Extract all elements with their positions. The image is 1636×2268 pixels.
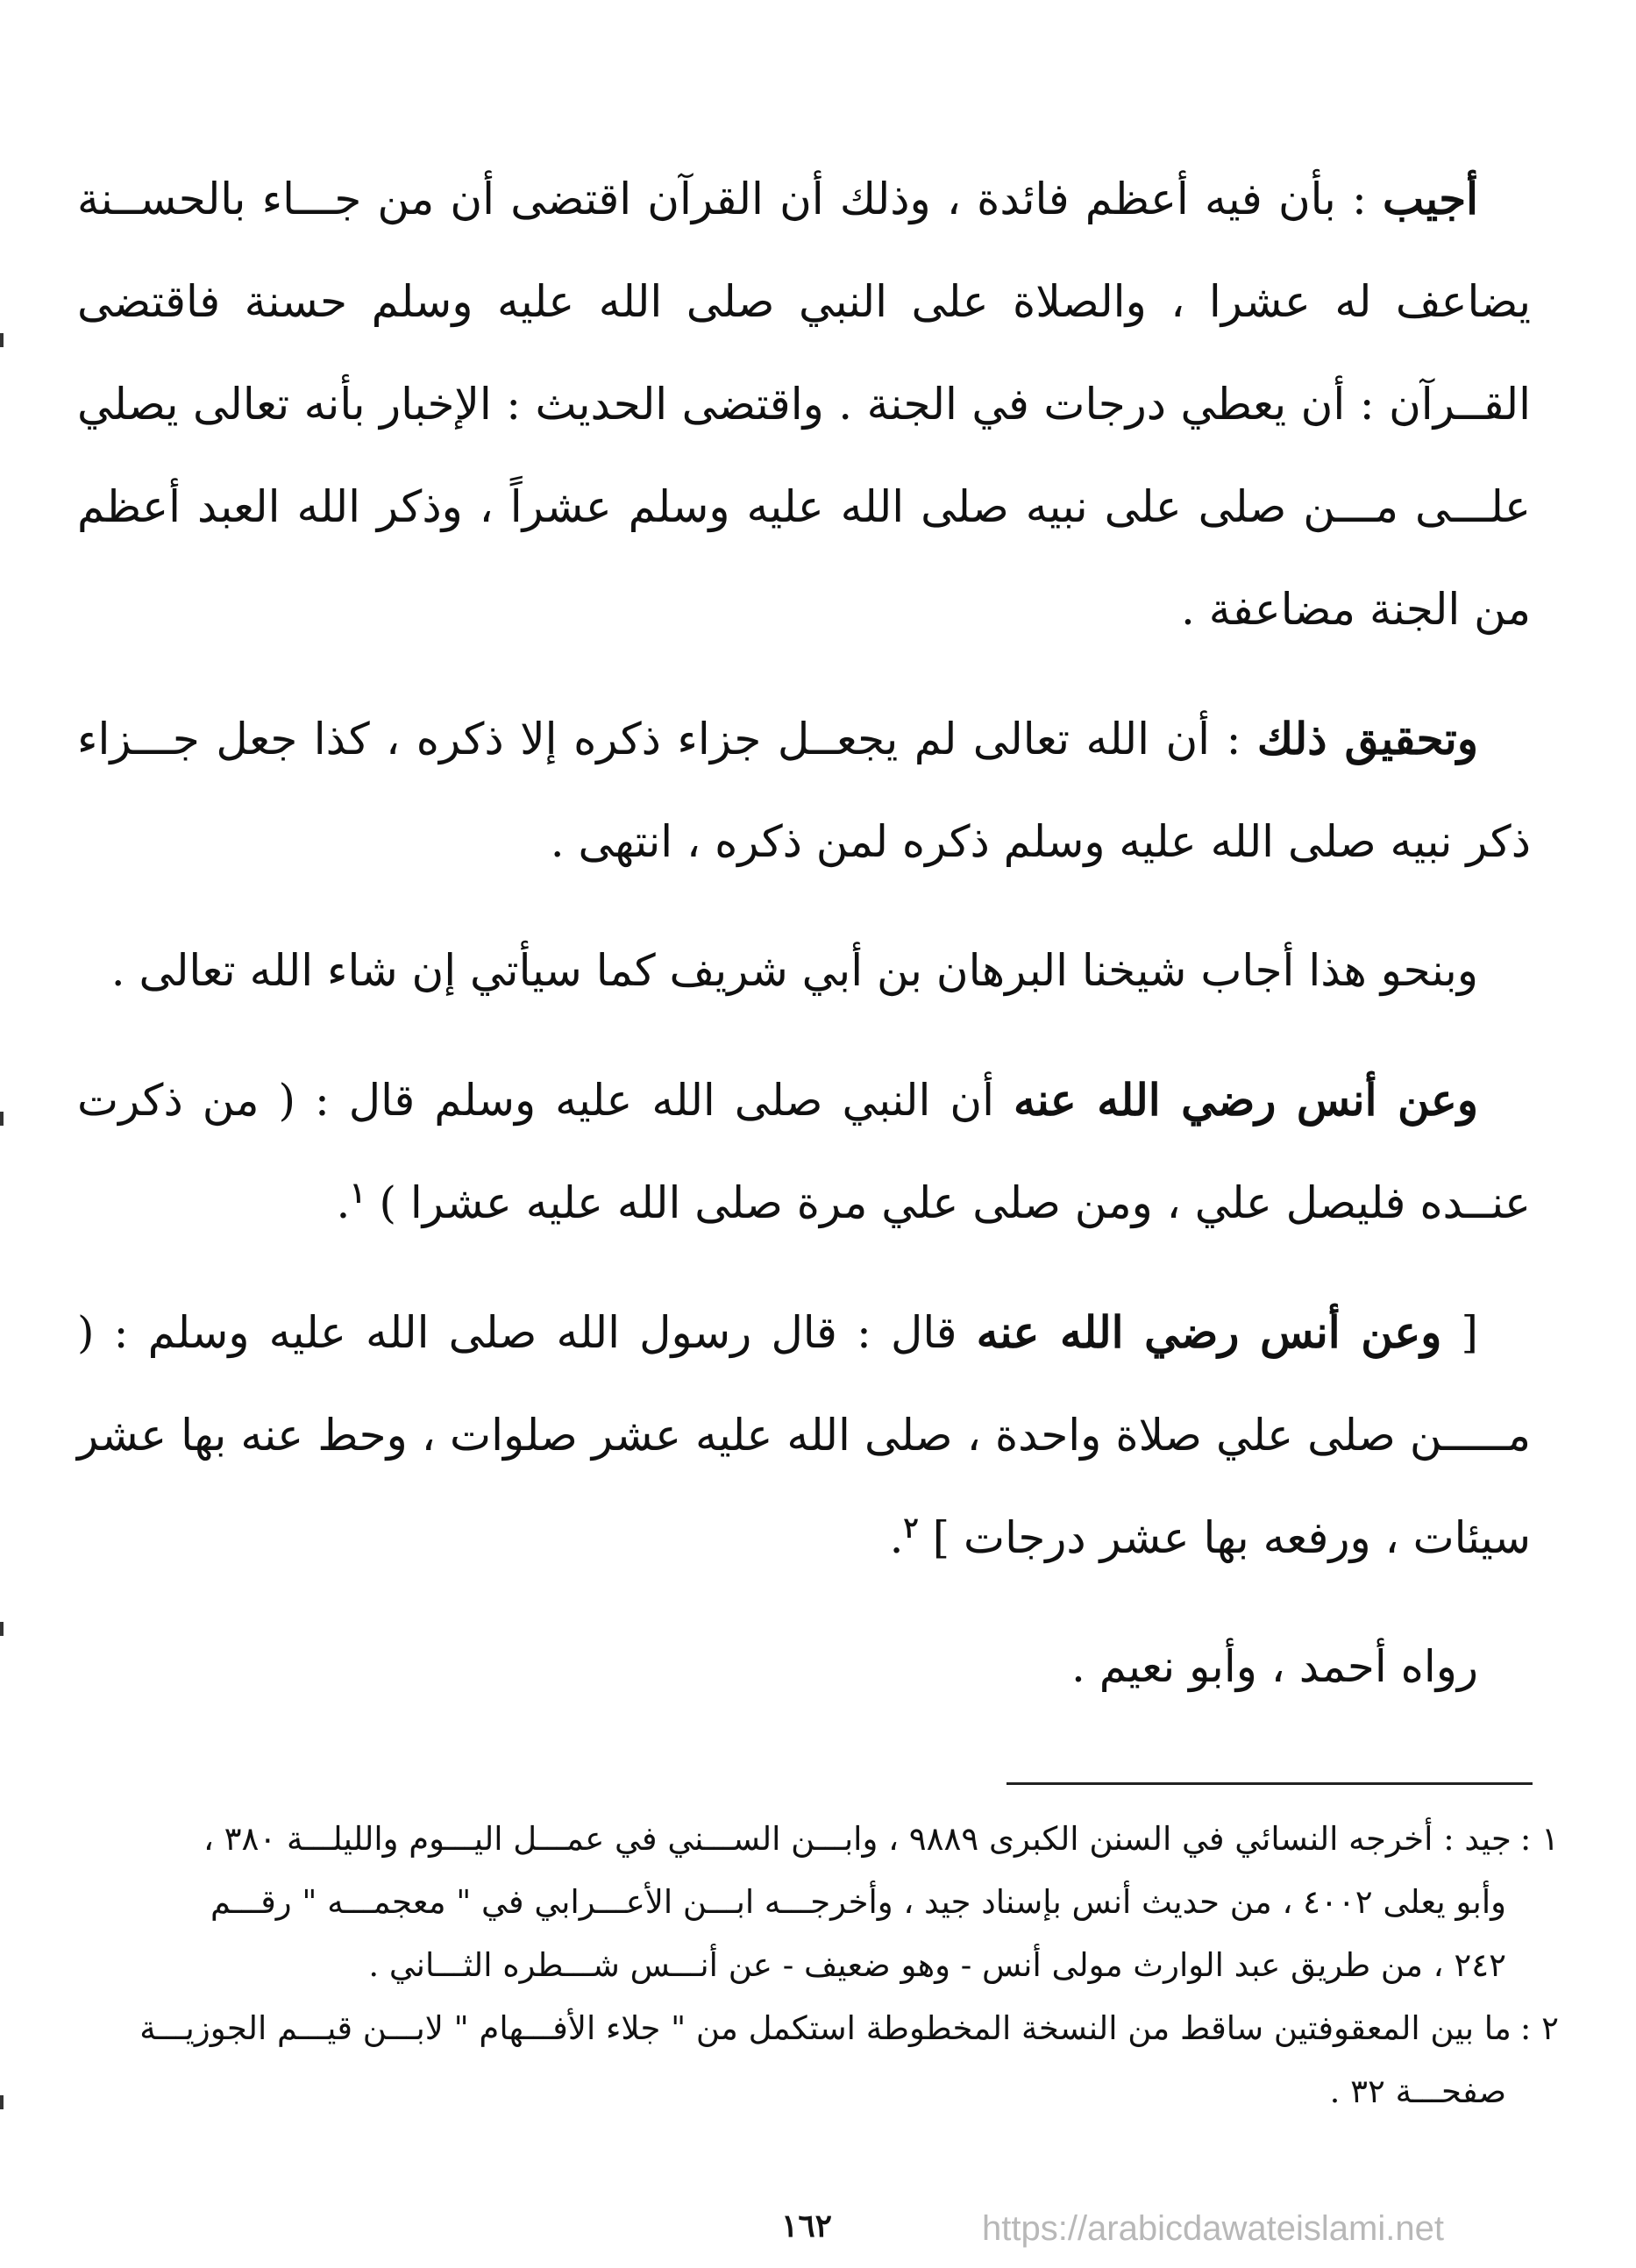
footnote-number: ١ :	[1519, 1820, 1559, 1858]
paragraph-end: .	[889, 1512, 904, 1563]
scan-edge-mark	[0, 1622, 4, 1636]
footnote-line: صفحـــة ٣٢ .	[1329, 2072, 1506, 2110]
paragraph-hadith-anas-1	[77, 1049, 1531, 1255]
paragraph-text: : بأن فيه أعظم فائدة ، وذلك أن القرآن اقتضى أن من جـــاء بالحســنة يضاعف له عشرا ، والصلاة على النبي صلى الله عليه وسلم حسنة فاقتضى القــرآن : أن يعطي درجات في الجنة . واقتضى الحديث : الإخبار بأنه تعالى يصلي علـــى مـــن صلى على نبيه صلى الله عليه وسلم عشراً ، وذكر الله العبد أعظم من الجنة مضاعفة .	[77, 174, 1531, 635]
footnote-number: ٢ :	[1519, 2009, 1559, 2047]
footnote-line: وأبو يعلى ٤٠٠٢ ، من حديث أنس بإسناد جيد ، وأخرجـــه ابـــن الأعـــرابي في " معجمـــه " رقـــم	[210, 1883, 1506, 1921]
paragraph-lead: وتحقيق ذلك	[1256, 713, 1478, 764]
footnote-separator	[1006, 1782, 1533, 1785]
footnote-line: ما بين المعقوفتين ساقط من النسخة المخطوطة استكمل من " جلاء الأفـــهام " لابـــن قيـــم الجوزيـــة	[139, 2009, 1512, 2047]
paragraph-text: أن النبي صلى الله عليه وسلم قال : ( من ذكرت عنــده فليصل علي ، ومن صلى علي مرة صلى الله عليه عشرا )	[77, 1075, 1531, 1228]
main-text	[77, 147, 1531, 1718]
paragraph-lead: وعن أنس رضي الله عنه	[1013, 1074, 1479, 1126]
watermark-url: https://arabicdawateislami.net	[982, 2209, 1444, 2248]
paragraph-text: رواه أحمد ، وأبو نعيم .	[1071, 1641, 1478, 1692]
paragraph-lead: أجيب	[1383, 173, 1478, 224]
scan-edge-mark	[0, 333, 4, 347]
footnotes	[77, 1808, 1559, 2123]
footnote-2	[77, 1997, 1559, 2123]
footnote-reference: ٢	[903, 1511, 919, 1545]
paragraph-hadith-anas-2	[77, 1281, 1531, 1589]
paragraph-answer	[77, 147, 1531, 661]
footnote-reference: ١	[350, 1176, 366, 1210]
paragraph-narrators	[77, 1616, 1531, 1718]
paragraph-end: .	[336, 1177, 351, 1228]
footnote-line: ٢٤٢ ، من طريق عبد الوارث مولى أنس - وهو ضعيف - عن أنـــس شـــطره الثـــاني .	[368, 1946, 1506, 1984]
paragraph-text: قال : قال رسول الله صلى الله عليه وسلم : ( مـــــن صلى علي صلاة واحدة ، صلى الله عليه عشر صلوات ، وحط عنه بها عشر سيئات ، ورفعه بها عشر درجات ]	[77, 1307, 1531, 1563]
paragraph-similar-answer	[77, 920, 1531, 1022]
scan-edge-mark	[0, 1112, 4, 1126]
footnote-line: جيد : أخرجه النسائي في السنن الكبرى ٩٨٨٩ ، وابـــن الســـني في عمـــل اليـــوم والليلـــة ٣٨٠ ،	[203, 1820, 1512, 1858]
scan-edge-mark	[0, 2095, 4, 2109]
paragraph-text: وبنحو هذا أجاب شيخنا البرهان بن أبي شريف كما سيأتي إن شاء الله تعالى .	[110, 945, 1478, 996]
bracket-open: [	[1441, 1307, 1479, 1358]
paragraph-verification	[77, 687, 1531, 893]
page-number: ١٦٢	[780, 2208, 832, 2244]
paragraph-text: : أن الله تعالى لم يجعــل جزاء ذكره إلا ذكره ، كذا جعل جـــزاء ذكر نبيه صلى الله عليه وسلم ذكره لمن ذكره ، انتهى .	[77, 714, 1531, 867]
paragraph-lead: وعن أنس رضي الله عنه	[976, 1306, 1442, 1358]
footnote-1	[77, 1808, 1559, 1997]
